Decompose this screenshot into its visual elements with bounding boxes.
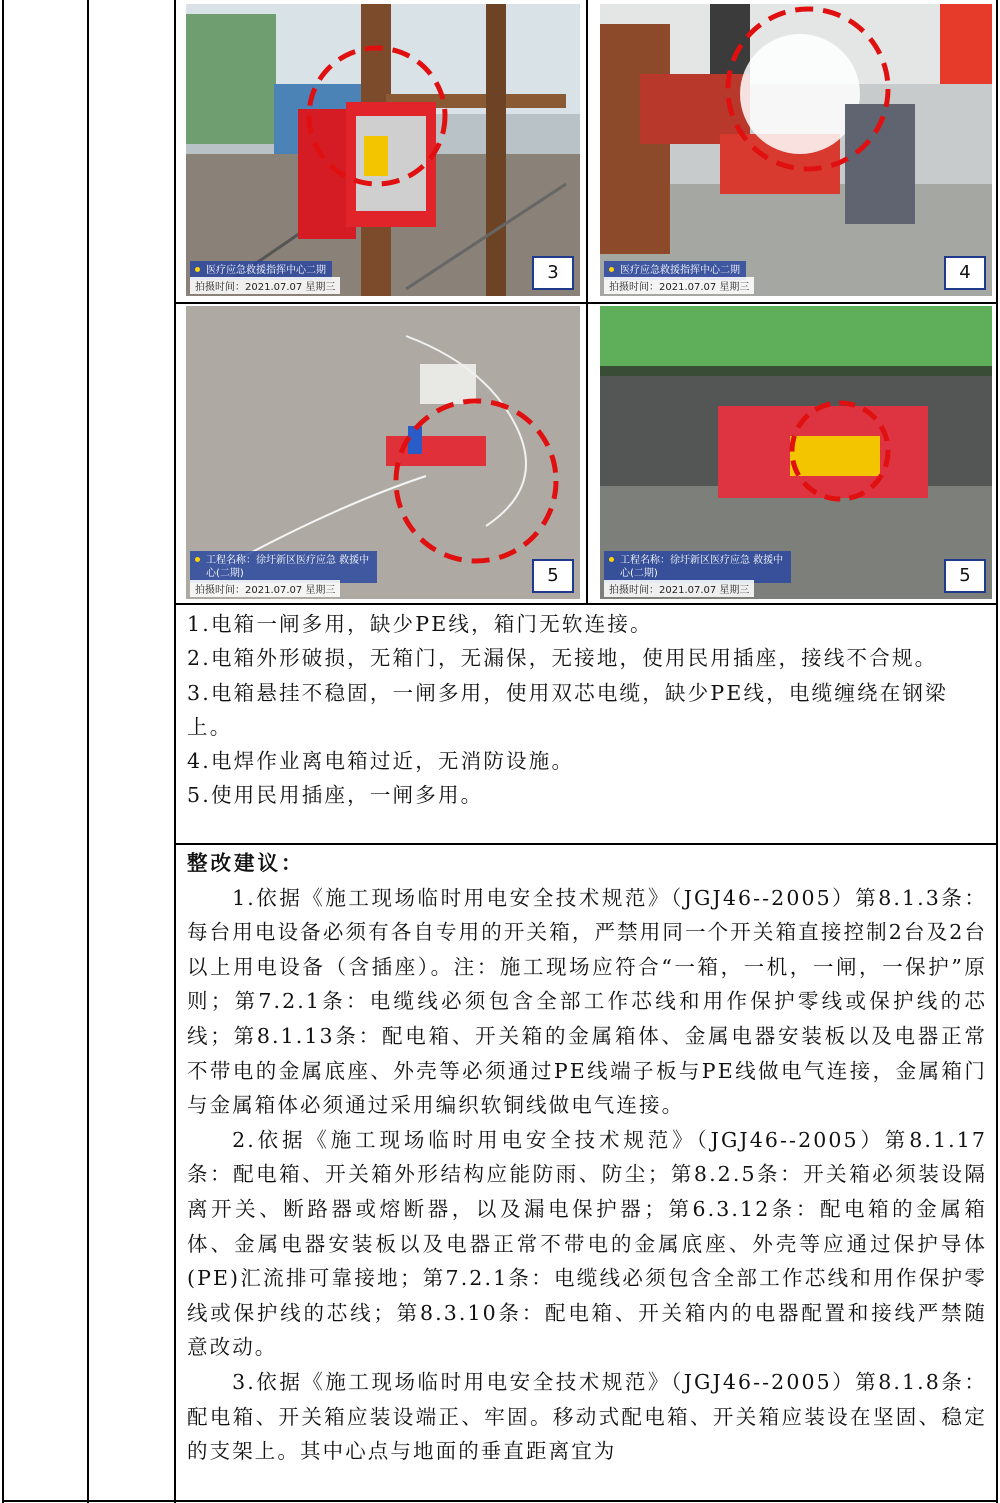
suggestion-paragraph: 1.依据《施工现场临时用电安全技术规范》（JGJ46--2005）第8.1.3条：每台用电设备必须有各自专用的开关箱，严禁用同一个开关箱直接控制2台及2台以上用电设备（含插座）。注：施工现场应符合“一箱，一机，一闸，一保护”原则；第7.2.1条：电缆线必须包含全部工作芯线和用作保护零线或保护线的芯线；第8.1.13条：配电箱、开关箱的金属箱体、金属电器安装板以及电器正常不带电的金属底座、外壳等必须通过PE线端子板与PE线做电气连接，金属箱门与金属箱体必须通过采用编织软铜线做电气连接。 bbox=[187, 885, 987, 1118]
photo-number-badge: 5 bbox=[944, 559, 986, 593]
photo-timestamp: 拍摄时间：2021.07.07 星期三 bbox=[604, 277, 754, 294]
photo-3-scene bbox=[186, 4, 580, 296]
photo-5b bbox=[600, 306, 992, 599]
table-border-bottom bbox=[2, 1500, 998, 1502]
photo-col-divider bbox=[586, 0, 588, 604]
photo-number-badge: 4 bbox=[944, 256, 986, 290]
row-divider-suggest bbox=[174, 843, 998, 845]
photo-number-badge: 5 bbox=[532, 559, 574, 593]
issue-item: 5.使用民用插座，一闸多用。 bbox=[187, 783, 484, 808]
rectification-suggestions bbox=[187, 846, 987, 1469]
table-col-divider-1 bbox=[87, 0, 89, 1503]
suggestion-paragraph: 2.依据《施工现场临时用电安全技术规范》（JGJ46--2005）第8.1.17条：配电箱、开关箱外形结构应能防雨、防尘；第8.2.5条：开关箱必须装设隔离开关、断路器或熔断器，以及漏电保护器；第6.3.12条：配电箱的金属箱体、金属电器安装板以及电器正常不带电的金属底座、外壳等应通过保护导体(PE)汇流排可靠接地；第7.2.1条：电缆线必须包含全部工作芯线和用作保护零线或保护线的芯线；第8.3.10条：配电箱、开关箱内的电器配置和接线严禁随意改动。 bbox=[187, 1127, 987, 1360]
issue-item: 3.电箱悬挂不稳固，一闸多用，使用双芯电缆，缺少PE线，电缆缠绕在钢梁上。 bbox=[187, 680, 948, 739]
photo-caption: 医疗应急救援指挥中心二期 bbox=[604, 261, 746, 280]
table-border-left bbox=[2, 0, 4, 1503]
photo-caption: 工程名称：徐圩新区医疗应急 救援中心(二期) bbox=[604, 551, 791, 583]
photo-4 bbox=[600, 4, 992, 296]
issue-item: 1.电箱一闸多用，缺少PE线，箱门无软连接。 bbox=[187, 612, 653, 636]
photo-4-scene bbox=[600, 4, 992, 296]
issue-item: 2.电箱外形破损，无箱门，无漏保，无接地，使用民用插座，接线不合规。 bbox=[187, 646, 938, 671]
photo-timestamp: 拍摄时间：2021.07.07 星期三 bbox=[190, 277, 340, 294]
table-col-divider-2 bbox=[174, 0, 176, 1503]
photo-caption: 工程名称：徐圩新区医疗应急 救援中心(二期) bbox=[190, 551, 377, 583]
photo-5a bbox=[186, 306, 580, 599]
issues-list bbox=[187, 607, 987, 813]
photo-timestamp: 拍摄时间：2021.07.07 星期三 bbox=[190, 580, 340, 597]
photo-number-badge: 3 bbox=[532, 256, 574, 290]
suggestion-paragraph: 3.依据《施工现场临时用电安全技术规范》（JGJ46--2005）第8.1.8条：配电箱、开关箱应装设端正、牢固。移动式配电箱、开关箱应装设在坚固、稳定的支架上。其中心点与地面的垂直距离宜为 bbox=[187, 1369, 987, 1464]
issue-item: 4.电焊作业离电箱过近，无消防设施。 bbox=[187, 749, 575, 774]
photo-caption: 医疗应急救援指挥中心二期 bbox=[190, 261, 332, 280]
photo-3 bbox=[186, 4, 580, 296]
suggestion-title: 整改建议： bbox=[187, 851, 305, 875]
table-border-right bbox=[996, 0, 998, 1503]
photo-timestamp: 拍摄时间：2021.07.07 星期三 bbox=[604, 580, 754, 597]
